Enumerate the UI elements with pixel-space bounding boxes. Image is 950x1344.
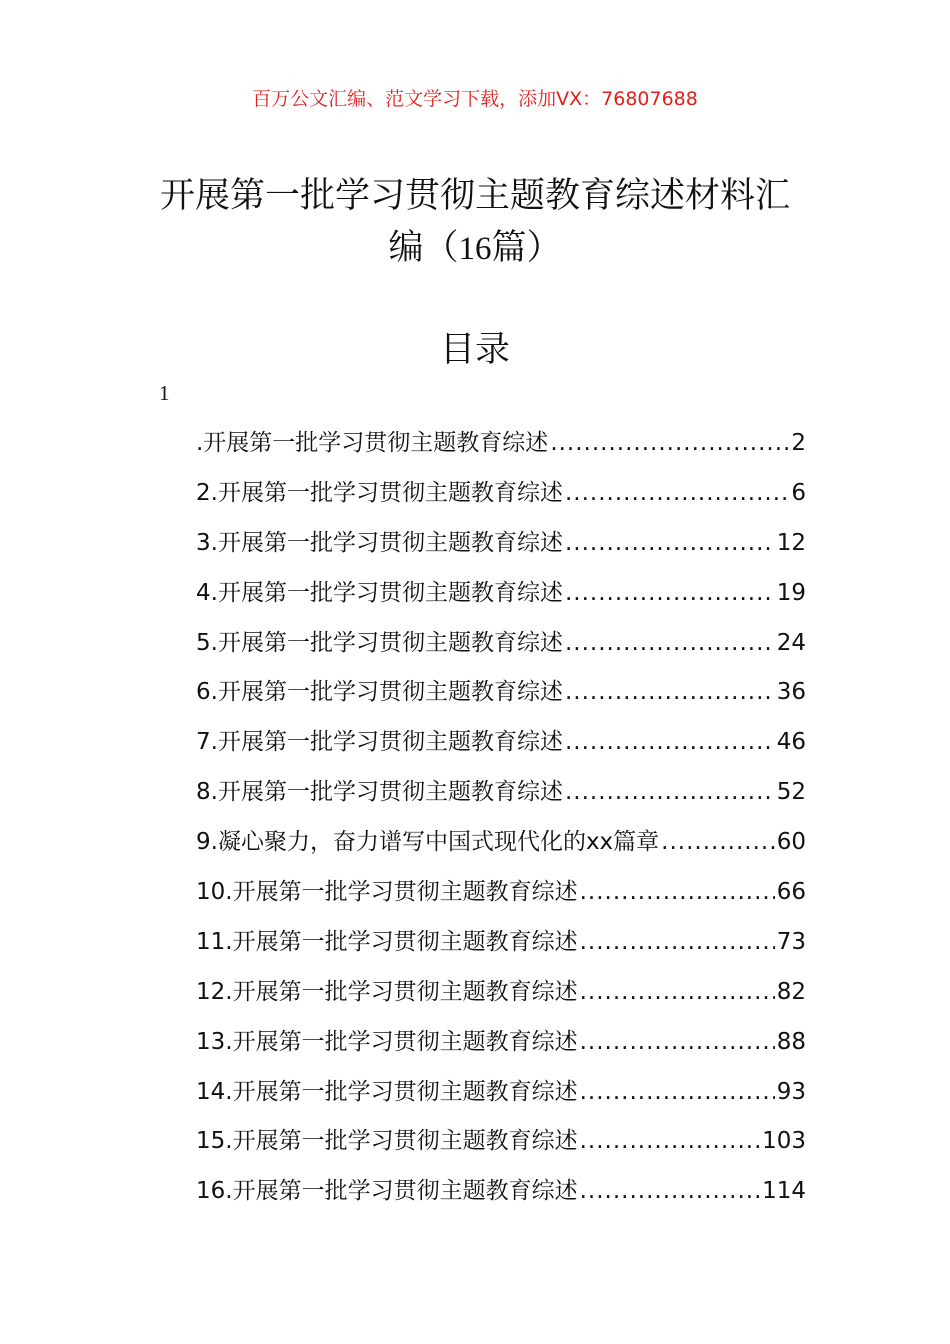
toc-entry-page-number: 73	[776, 928, 806, 955]
toc-dot-leader	[580, 879, 775, 905]
toc-entry-page-number: 19	[776, 579, 806, 606]
title-line-1: 开展第一批学习贯彻主题教育综述材料汇	[159, 176, 790, 216]
toc-entry-label: 13.开展第一批学习贯彻主题教育综述	[196, 1028, 578, 1055]
toc-entry-label: 16.开展第一批学习贯彻主题教育综述	[196, 1178, 578, 1205]
toc-dot-leader	[565, 630, 775, 656]
toc-dot-leader	[565, 729, 775, 755]
toc-entry-page-number: 12	[776, 529, 806, 556]
toc-entry-page-number: 60	[776, 829, 806, 856]
toc-entry[interactable]	[196, 1023, 806, 1073]
toc-entry-page-number: 66	[776, 879, 806, 906]
toc-entry-page-number: 36	[776, 679, 806, 706]
toc-entry[interactable]	[196, 723, 806, 773]
promo-banner: 百万公文汇编、范文学习下载，添加VX：76807688	[252, 88, 698, 110]
toc-dot-leader	[580, 1079, 775, 1105]
toc-entry-label: 5.开展第一批学习贯彻主题教育综述	[196, 629, 563, 656]
toc-entry[interactable]	[196, 524, 806, 574]
toc-entry[interactable]	[196, 773, 806, 823]
toc-dot-leader	[580, 1128, 761, 1154]
toc-entry-label: 4.开展第一批学习贯彻主题教育综述	[196, 579, 563, 606]
toc-entry[interactable]	[196, 624, 806, 674]
toc-entry-page-number: 46	[776, 729, 806, 756]
toc-entry[interactable]	[196, 823, 806, 873]
toc-dot-leader	[580, 929, 775, 955]
toc-entry-page-number: 52	[776, 779, 806, 806]
toc-entry-label: 2.开展第一批学习贯彻主题教育综述	[196, 479, 563, 506]
toc-dot-leader	[565, 779, 775, 805]
toc-entry-label: 10.开展第一批学习贯彻主题教育综述	[196, 879, 578, 906]
toc-entry-label: .开展第一批学习贯彻主题教育综述	[196, 430, 549, 456]
toc-heading: 目录	[439, 330, 510, 370]
toc-entry[interactable]	[196, 424, 806, 474]
toc-entry-label: 3.开展第一批学习贯彻主题教育综述	[196, 529, 563, 556]
document-title	[140, 170, 810, 275]
title-line-2	[140, 222, 810, 275]
toc-entry-label: 8.开展第一批学习贯彻主题教育综述	[196, 779, 563, 806]
toc-entry-page-number: 82	[776, 978, 806, 1005]
toc-dot-leader	[565, 530, 775, 556]
toc-entry-page-number: 88	[776, 1028, 806, 1055]
toc-entry-page-number: 93	[776, 1078, 806, 1105]
toc-entry[interactable]	[196, 574, 806, 624]
toc-dot-leader	[661, 829, 775, 855]
stray-number: 1	[159, 381, 170, 405]
toc-dot-leader	[565, 580, 775, 606]
toc-entry-page-number: 114	[762, 1178, 806, 1205]
toc-entry-label: 14.开展第一批学习贯彻主题教育综述	[196, 1078, 578, 1105]
toc-entry-page-number: 103	[762, 1128, 806, 1155]
toc-entry[interactable]	[196, 1122, 806, 1172]
title-line-2-suffix: 篇）	[491, 228, 562, 268]
toc-entry[interactable]	[196, 474, 806, 524]
toc-entry[interactable]	[196, 673, 806, 723]
toc-dot-leader	[565, 480, 789, 506]
toc-dot-leader	[580, 1029, 775, 1055]
toc-entry[interactable]	[196, 1172, 806, 1222]
table-of-contents	[196, 424, 806, 1222]
toc-entry[interactable]	[196, 973, 806, 1023]
toc-entry-label: 12.开展第一批学习贯彻主题教育综述	[196, 978, 578, 1005]
toc-entry[interactable]	[196, 923, 806, 973]
toc-entry-label: 15.开展第一批学习贯彻主题教育综述	[196, 1128, 578, 1155]
toc-dot-leader	[550, 430, 789, 456]
toc-entry-page-number: 6	[791, 479, 806, 506]
toc-entry-label: 11.开展第一批学习贯彻主题教育综述	[196, 928, 578, 955]
toc-dot-leader	[580, 979, 775, 1005]
toc-entry[interactable]	[196, 1073, 806, 1123]
toc-entry-label: 7.开展第一批学习贯彻主题教育综述	[196, 729, 563, 756]
toc-dot-leader	[580, 1178, 761, 1204]
toc-entry-label: 6.开展第一批学习贯彻主题教育综述	[196, 679, 563, 706]
title-count: 16	[458, 231, 492, 267]
title-line-2-prefix: 编（	[388, 228, 459, 268]
toc-entry[interactable]	[196, 873, 806, 923]
toc-entry-label: 9.凝心聚力，奋力谱写中国式现代化的xx篇章	[196, 829, 660, 856]
toc-entry-page-number: 24	[776, 629, 806, 656]
toc-entry-page-number: 2	[791, 430, 806, 456]
toc-dot-leader	[565, 679, 775, 705]
